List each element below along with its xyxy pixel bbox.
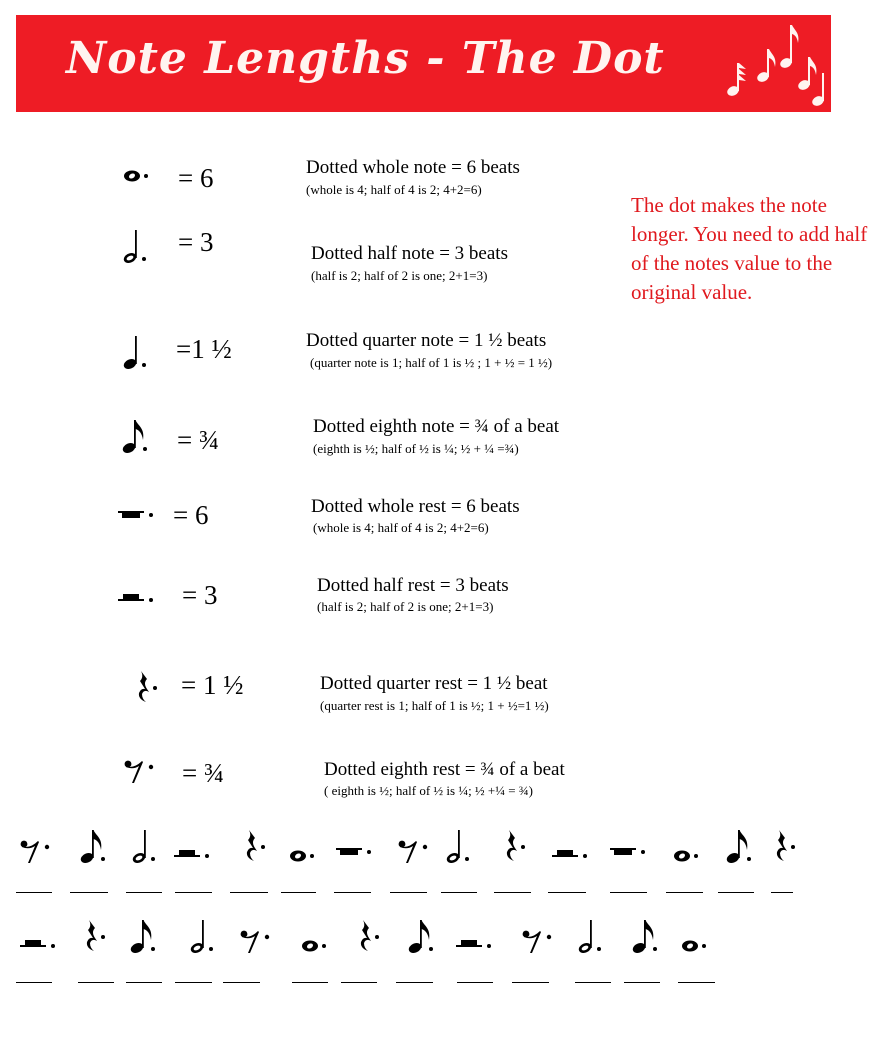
answer-blank[interactable] xyxy=(575,982,611,983)
row-subtitle: (half is 2; half of 2 is one; 2+1=3) xyxy=(317,599,494,614)
answer-blank[interactable] xyxy=(548,892,586,893)
eighth-note-icon xyxy=(406,916,436,956)
banner-title: Note Lengths - The Dot xyxy=(66,33,665,84)
whole-note-icon xyxy=(300,936,330,956)
eighth-note-icon xyxy=(128,916,158,956)
row-title: Dotted whole note = 6 beats xyxy=(306,157,520,178)
quarter-rest-icon xyxy=(240,826,270,866)
title-banner xyxy=(16,15,831,112)
answer-blank[interactable] xyxy=(494,892,531,893)
quarter-rest-icon xyxy=(500,826,530,866)
row-subtitle: (whole is 4; half of 4 is 2; 4+2=6) xyxy=(313,520,489,535)
row-title: Dotted quarter rest = 1 ½ beat xyxy=(320,673,548,694)
answer-blank[interactable] xyxy=(292,982,328,983)
row-subtitle: ( eighth is ½; half of ½ is ¼; ½ +¼ = ¾) xyxy=(324,783,533,798)
answer-blank[interactable] xyxy=(70,892,108,893)
dotted-eighth-rest-icon xyxy=(122,756,158,786)
equals-value: = 1 ½ xyxy=(181,670,244,700)
equals-value: = 6 xyxy=(173,500,209,530)
eighth-rest-icon xyxy=(18,836,54,866)
answer-blank[interactable] xyxy=(771,892,793,893)
row-title: Dotted half note = 3 beats xyxy=(311,243,508,264)
eighth-rest-icon xyxy=(520,926,556,956)
quarter-rest-icon xyxy=(80,916,110,956)
whole-rest-icon xyxy=(608,842,648,862)
quarter-rest-icon xyxy=(770,826,800,866)
answer-blank[interactable] xyxy=(16,892,52,893)
whole-note-icon xyxy=(288,846,318,866)
answer-blank[interactable] xyxy=(126,892,162,893)
equals-value: = ¾ xyxy=(182,758,225,788)
answer-blank[interactable] xyxy=(512,982,549,983)
dotted-half-rest-icon xyxy=(116,586,156,606)
answer-blank[interactable] xyxy=(341,982,377,983)
exercise-row-2 xyxy=(0,916,889,996)
dotted-whole-rest-icon xyxy=(116,505,156,525)
row-title: Dotted quarter note = 1 ½ beats xyxy=(306,330,547,351)
dotted-quarter-rest-icon xyxy=(132,667,162,707)
eighth-rest-icon xyxy=(396,836,432,866)
whole-note-icon xyxy=(680,936,710,956)
equals-value: = 3 xyxy=(178,227,214,257)
row-subtitle: (quarter note is 1; half of 1 is ½ ; 1 + ½ = 1 ½) xyxy=(310,355,553,370)
answer-blank[interactable] xyxy=(624,982,660,983)
row-title: Dotted eighth rest = ¾ of a beat xyxy=(324,759,565,780)
half-note-icon xyxy=(188,916,218,956)
half-rest-icon xyxy=(18,932,58,952)
half-rest-icon xyxy=(172,842,212,862)
answer-blank[interactable] xyxy=(610,892,647,893)
exercise-row-1 xyxy=(0,826,889,906)
quarter-rest-icon xyxy=(354,916,384,956)
answer-blank[interactable] xyxy=(281,892,316,893)
whole-note-icon xyxy=(672,846,702,866)
eighth-note-icon xyxy=(78,826,108,866)
row-subtitle: (half is 2; half of 2 is one; 2+1=3) xyxy=(311,268,488,283)
half-rest-icon xyxy=(550,842,590,862)
answer-blank[interactable] xyxy=(457,982,493,983)
answer-blank[interactable] xyxy=(78,982,114,983)
half-note-icon xyxy=(130,826,160,866)
music-notes-icon xyxy=(706,21,836,111)
whole-rest-icon xyxy=(334,842,374,862)
equals-value: = ¾ xyxy=(177,425,220,455)
answer-blank[interactable] xyxy=(175,892,212,893)
answer-blank[interactable] xyxy=(334,892,371,893)
eighth-note-icon xyxy=(724,826,754,866)
dotted-half-note-icon xyxy=(121,226,151,266)
dotted-whole-note-icon xyxy=(122,166,152,186)
equals-value: = 6 xyxy=(178,163,214,193)
row-subtitle: (quarter rest is 1; half of 1 is ½; 1 + ½=1 ½) xyxy=(320,698,549,713)
answer-blank[interactable] xyxy=(666,892,703,893)
answer-blank[interactable] xyxy=(230,892,268,893)
eighth-rest-icon xyxy=(238,926,274,956)
answer-blank[interactable] xyxy=(175,982,212,983)
answer-blank[interactable] xyxy=(718,892,754,893)
answer-blank[interactable] xyxy=(390,892,427,893)
half-rest-icon xyxy=(454,932,494,952)
row-title: Dotted whole rest = 6 beats xyxy=(311,496,520,517)
dotted-eighth-note-icon xyxy=(120,416,150,456)
eighth-note-icon xyxy=(630,916,660,956)
row-subtitle: (whole is 4; half of 4 is 2; 4+2=6) xyxy=(306,182,482,197)
row-title: Dotted eighth note = ¾ of a beat xyxy=(313,416,560,437)
answer-blank[interactable] xyxy=(678,982,715,983)
dotted-quarter-note-icon xyxy=(121,332,151,372)
answer-blank[interactable] xyxy=(396,982,433,983)
row-subtitle: (eighth is ½; half of ½ is ¼; ½ + ¼ =¾) xyxy=(313,441,519,456)
answer-blank[interactable] xyxy=(126,982,162,983)
equals-value: = 3 xyxy=(182,580,218,610)
answer-blank[interactable] xyxy=(16,982,52,983)
half-note-icon xyxy=(444,826,474,866)
explanation-text: The dot makes the note longer. You need to add half of the notes value to the original value. xyxy=(631,193,868,304)
row-title: Dotted half rest = 3 beats xyxy=(317,575,509,596)
answer-blank[interactable] xyxy=(223,982,260,983)
equals-value: =1 ½ xyxy=(176,334,232,364)
answer-blank[interactable] xyxy=(441,892,477,893)
half-note-icon xyxy=(576,916,606,956)
